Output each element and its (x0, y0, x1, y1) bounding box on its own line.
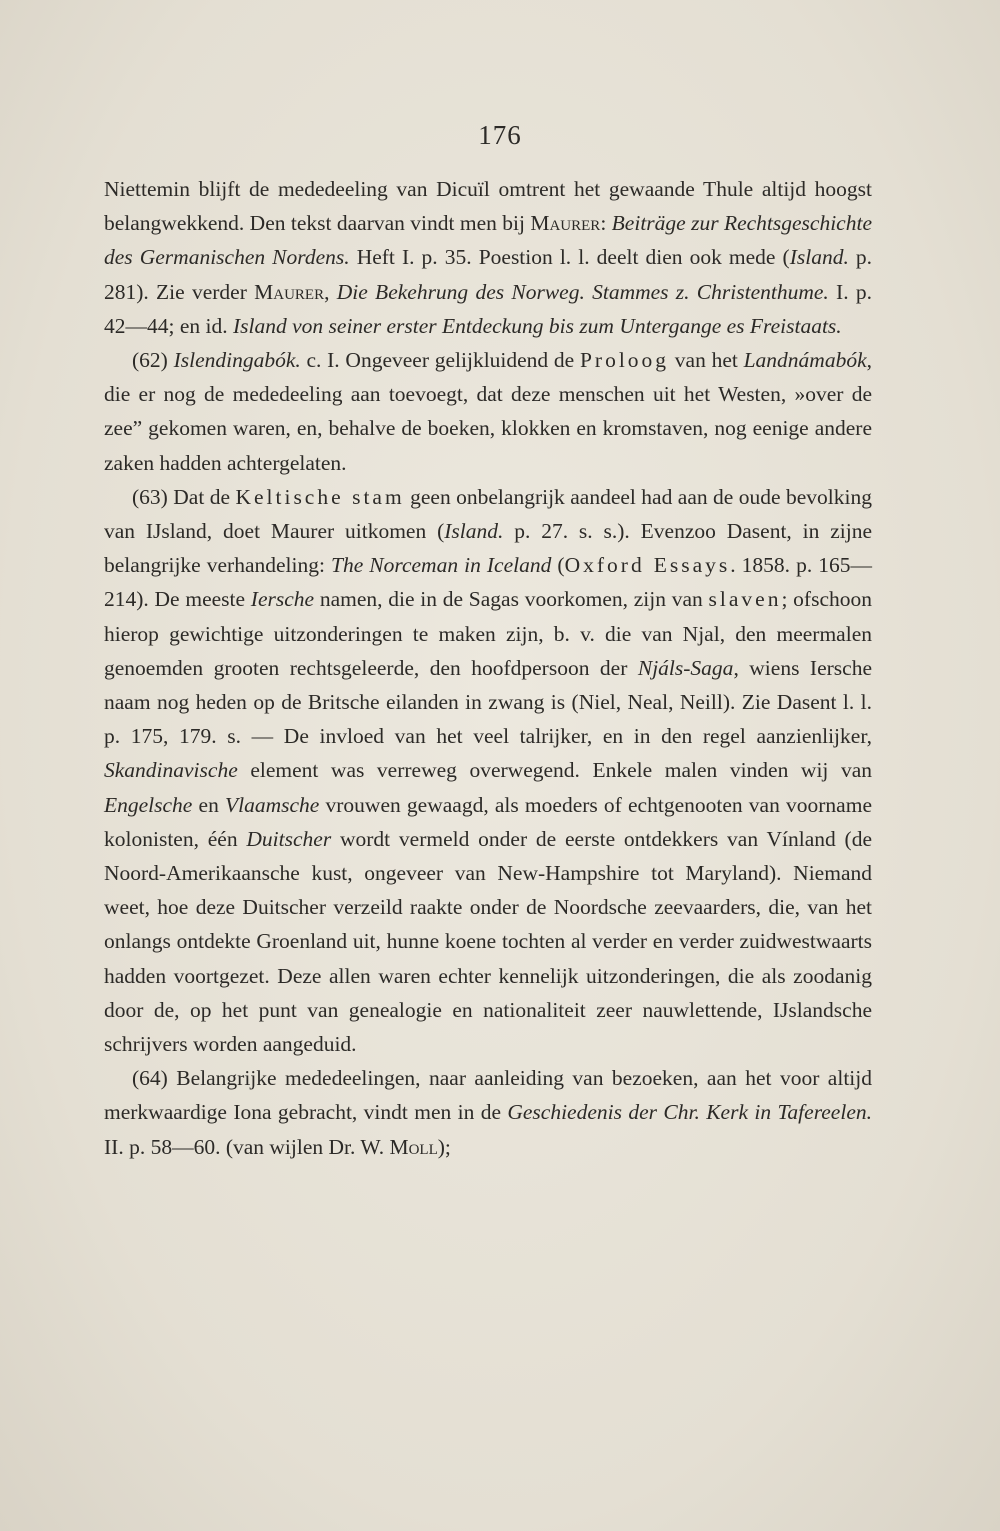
title-italic: Beiträge zur Rechtsgeschichte des Germanischen Nordens. (104, 211, 872, 270)
text-run: , wiens Iersche naam nog heden op de Britsche eilanden in zwang is (Niel, Neal, Neill). Zie Dasent l. l. p. 175, 179. s. — De invloed van het veel talrijker, en in den regel aanzienlijker, (104, 655, 872, 749)
spaced-term: slaven (708, 587, 782, 612)
text-run: ); (437, 1134, 451, 1159)
author-name: Moll (389, 1134, 438, 1159)
text-run: ; ofschoon hierop gewichtige uitzonderingen te maken zijn, b. v. die van Njal, den meermalen genoemden grooten rechtsgeleerde, den hoofdpersoon der (104, 587, 872, 680)
spaced-term: Proloog (579, 348, 670, 373)
text-run: element was verreweg overwegend. Enkele malen vinden wij van (237, 758, 872, 783)
author-name: Maurer (530, 211, 601, 236)
text-run: vrouwen gewaagd, als moeders of echtgenooten van voorname kolonisten, één (104, 792, 872, 851)
title-italic: Landnámabók (743, 348, 867, 373)
title-italic: Island. (444, 519, 504, 544)
text-run: (62) (132, 348, 174, 373)
title-italic: Die Bekehrung des Norweg. Stammes z. Christenthume. (336, 279, 829, 304)
term-italic: Iersche (250, 587, 315, 612)
title-italic: Islendingabók. (173, 348, 301, 373)
text-run: (64) Belangrijke mededeelingen, naar aanleiding van bezoeken, aan het voor altijd merkwaardige Iona gebracht, vindt men in de (104, 1066, 872, 1125)
spaced-term: Keltische stam (235, 484, 405, 509)
footnote-63 (104, 480, 872, 1061)
term-italic: Engelsche (104, 792, 193, 817)
text-run: ( (551, 553, 565, 578)
title-italic: The Norceman in Iceland (331, 553, 552, 578)
term-italic: Skandinavische (104, 758, 238, 783)
title-italic: Island. (789, 245, 849, 270)
spaced-term: Oxford Essays (564, 553, 731, 578)
text-run: c. I. Ongeveer gelijkluidend de (300, 348, 580, 373)
term-italic: Duitscher (246, 826, 332, 851)
text-run: . 1858. p. 165—214). De meeste (104, 553, 873, 612)
title-italic: Geschiedenis der Chr. Kerk in Tafereelen. (507, 1100, 872, 1125)
text-run: , (324, 279, 337, 304)
footnote-62 (104, 343, 872, 480)
text-run: geen onbelangrijk aandeel had aan de oude bevolking van IJsland, doet Maurer uitkomen ( (104, 484, 872, 544)
text-run: en (192, 792, 225, 817)
paragraph-continuation (104, 172, 872, 343)
page-number: 176 (478, 120, 522, 150)
text-run: II. p. 58—60. (van wijlen Dr. W. (104, 1134, 390, 1159)
text-run: p. 27. s. s.). Evenzoo Dasent, in zijne belangrijke verhandeling: (104, 519, 872, 578)
footnotes-text (104, 172, 872, 1164)
text-run: p. 281). Zie verder (104, 245, 873, 304)
title-italic: Island von seiner erster Entdeckung bis zum Untergange es Freistaats. (233, 313, 842, 338)
text-run: Niettemin blijft de mededeeling van Dicuïl omtrent het gewaande Thule altijd hoogst belangwekkend. Den tekst daarvan vindt men bij (104, 177, 872, 236)
text-run: (63) Dat de (132, 484, 236, 509)
author-name: Maurer (254, 279, 325, 304)
text-run: Heft I. p. 35. Poestion l. l. deelt dien ook mede ( (349, 245, 790, 270)
text-run: I. p. 42—44; en id. (104, 279, 872, 338)
footnote-64 (104, 1061, 872, 1164)
term-italic: Vlaamsche (225, 792, 320, 817)
text-run: namen, die in de Sagas voorkomen, zijn van (314, 587, 709, 612)
text-run: , die er nog de mededeeling aan toevoegt, dat deze menschen uit het Westen, »over de zee” gekomen waren, en, behalve de boeken, klokken en kromstaven, nog eenige andere zaken hadden achtergelaten. (104, 348, 872, 475)
text-run: van het (669, 348, 744, 373)
text-run: : (600, 211, 612, 236)
text-run: wordt vermeld onder de eerste ontdekkers van Vínland (de Noord-Amerikaansche kust, ongeveer van New-Hampshire tot Maryland). Niemand weet, hoe deze Duitscher verzeild raakte onder de Noordsche zeevaarders, die, van het onlangs ontdekte Groenland uit, hunne koene tochten al verder en verder zuidwestwaarts hadden voortgezet. Deze allen waren echter kennelijk uitzonderingen, die als zoodanig door de, op het punt van genealogie en nationaliteit zeer nauwlettende, IJslandsche schrijvers worden aangeduid. (104, 826, 873, 1057)
title-italic: Njáls-Saga (637, 655, 734, 680)
